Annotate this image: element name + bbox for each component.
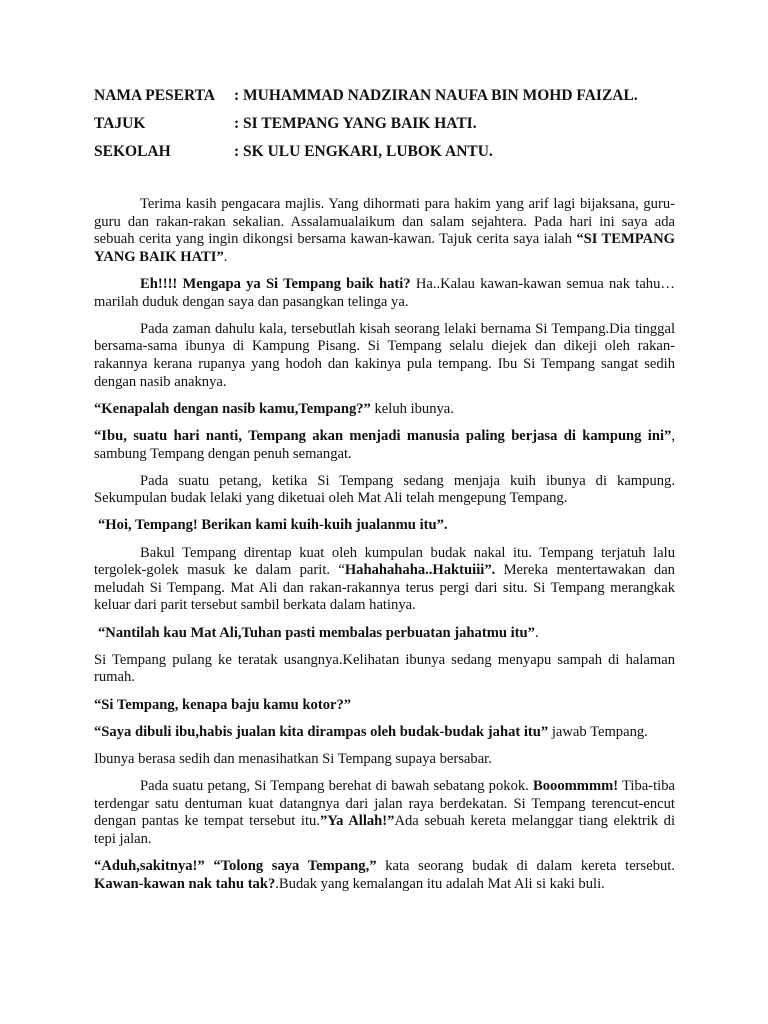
title-label: TAJUK [94,115,146,132]
paragraph-tempang-answer: “Saya dibuli ibu,habis jualan kita dirampas oleh budak-budak jahat itu” jawab Tempang. [94,723,648,740]
participant-name-label: NAMA PESERTA [94,87,216,104]
paragraph-bullies-demand: “Hoi, Tempang! Berikan kami kuih-kuih jualanmu itu”. [98,517,448,534]
paragraph-mother-advice: Ibunya berasa sedih dan menasihatkan Si Tempang supaya bersabar. [94,750,492,767]
paragraph-selling-kuih: Pada suatu petang, ketika Si Tempang sedang menjaja kuih ibunya di kampung. Sekumpulan budak lelaki yang diketuai oleh Mat Ali telah mengepung Tempang. [94,472,675,507]
title-row [94,114,694,134]
paragraph-opening: Terima kasih pengacara majlis. Yang dihormati para hakim yang arif lagi bijaksana, guru-guru dan rakan-rakan sekalian. Assalamualaikum dan salam sejahtera. Pada hari ini saya ada sebuah cerita yang ingin dikongsi bersama kawan-kawan. Tajuk cerita saya ialah “SI TEMPANG YANG BAIK HATI”. [94,196,676,265]
paragraph-accident: Pada suatu petang, Si Tempang berehat di bawah sebatang pokok. Booommmm! Tiba-tiba terdengar satu dentuman kuat datangnya dari jalan raya berdekatan. Si Tempang terencut-encut dengan pantas ke tempat tersebut itu.”Ya Allah!”Ada sebuah kereta melanggar tiang elektrik di tepi jalan. [94,778,676,847]
participant-name-value: : MUHAMMAD NADZIRAN NAUFA BIN MOHD FAIZAL. [234,87,638,104]
title-value: : SI TEMPANG YANG BAIK HATI. [234,115,477,132]
paragraph-tempang-vow: “Nantilah kau Mat Ali,Tuhan pasti membalas perbuatan jahatmu itu”. [98,624,539,641]
participant-name-row [94,86,694,106]
paragraph-mother-question: “Si Tempang, kenapa baju kamu kotor?” [94,696,352,713]
school-row [94,142,694,162]
paragraph-tempang-reply: “Ibu, suatu hari nanti, Tempang akan menjadi manusia paling berjasa di kampung ini”, sambung Tempang dengan penuh semangat. [94,427,675,462]
paragraph-basket-snatched: Bakul Tempang direntap kuat oleh kumpulan budak nakal itu. Tempang terjatuh lalu tergolek-golek masuk ke dalam parit. “Hahahahaha..Haktuiii”. Mereka mentertawakan dan meludah Si Tempang. Mat Ali dan rakan-rakannya terus pergi dari situ. Si Tempang merangkak keluar dari parit tersebut sambil berkata dalam hatinya. [94,544,675,614]
paragraph-going-home: Si Tempang pulang ke teratak usangnya.Kelihatan ibunya sedang menyapu sampah di halaman rumah. [94,651,675,686]
paragraph-call-for-help: “Aduh,sakitnya!” “Tolong saya Tempang,” kata seorang budak di dalam kereta tersebut. Kawan-kawan nak tahu tak?.Budak yang kemalangan itu adalah Mat Ali si kaki buli. [94,858,675,892]
story-body [94,196,675,903]
school-label: SEKOLAH [94,143,171,160]
paragraph-mother-sigh: “Kenapalah dengan nasib kamu,Tempang?” keluh ibunya. [94,400,454,417]
participant-info [94,86,694,170]
paragraph-question: Eh!!!! Mengapa ya Si Tempang baik hati? Ha..Kalau kawan-kawan semua nak tahu…marilah duduk dengan saya dan pasangkan telinga ya. [94,275,675,310]
school-value: : SK ULU ENGKARI, LUBOK ANTU. [234,143,493,160]
paragraph-intro-story: Pada zaman dahulu kala, tersebutlah kisah seorang lelaki bernama Si Tempang.Dia tinggal bersama-sama ibunya di Kampung Pisang. Si Tempang selalu diejek dan dikeji oleh rakan-rakannya kerana rupanya yang hodoh dan kakinya pula tempang. Ibu Si Tempang sangat sedih dengan nasib anaknya. [94,320,675,390]
